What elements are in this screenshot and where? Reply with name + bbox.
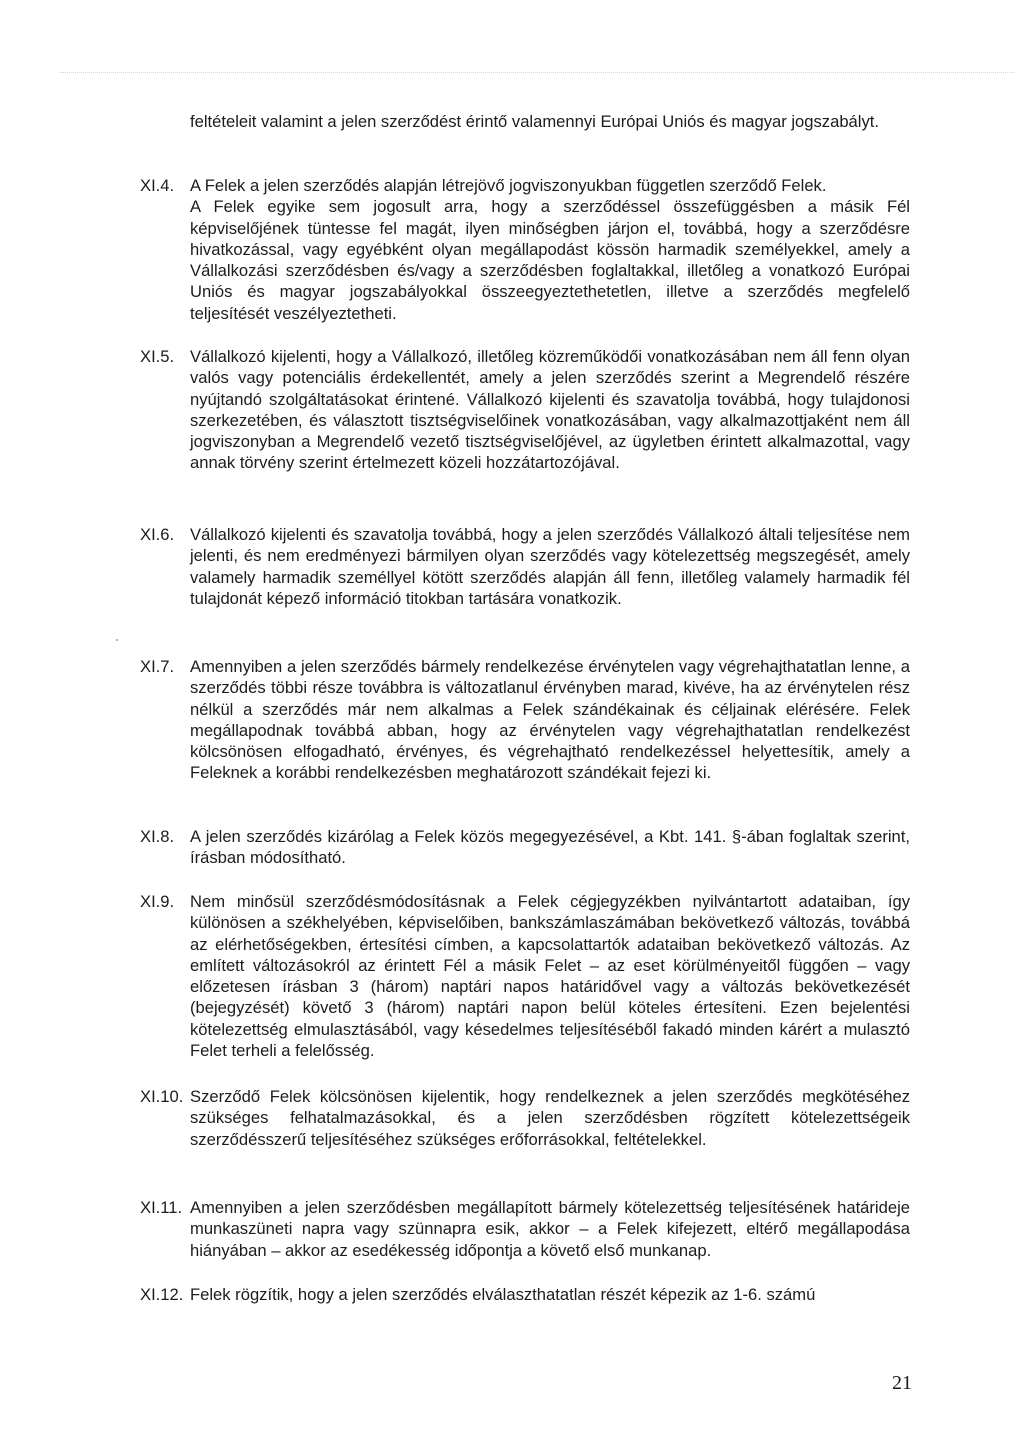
- clause-number: XI.6.: [140, 525, 175, 544]
- clause-body: [190, 346, 910, 474]
- clause-xi-8: [140, 826, 910, 869]
- clause-number: XI.9.: [140, 892, 175, 911]
- clause-body: [190, 891, 910, 1061]
- clause-paragraph: A jelen szerződés kizárólag a Felek közös megegyezésével, a Kbt. 141. §-ában foglaltak szerint, írásban módosítható.: [190, 827, 910, 868]
- clause-body: [190, 175, 910, 324]
- clause-number: XI.12.: [140, 1285, 184, 1304]
- clause-paragraph: Amennyiben a jelen szerződés bármely rendelkezése érvénytelen vagy végrehajthatatlan lenne, a szerződés többi része továbbra is változatlanul érvényben marad, kivéve, ha az érvénytelen rész nélkül a szerződés már nem alkalmas a Felek szándékainak és céljainak elérésére. Felek megállapodnak továbbá abban, hogy az érvénytelen vagy végrehajthatatlan rendelkezést kölcsönösen elfogadható, érvényes, és végrehajtható rendelkezéssel helyettesítik, amely a Feleknek a korábbi rendelkezésben meghatározott szándékait fejezi ki.: [190, 657, 910, 783]
- clause-paragraph: A Felek egyike sem jogosult arra, hogy a szerződéssel összefüggésben a másik Fél képviselőjének tüntesse fel magát, ilyen minőségben járjon el, továbbá, hogy a szerződésre hivatkozással, vagy egyébként olyan megállapodást kössön harmadik személyekkel, amely a Vállalkozási szerződésben és/vagy a szerződésben foglaltakkal, illetőleg a vonatkozó Európai Uniós és magyar jogszabályokkal összeegyeztethetetlen, illetve a szerződés megfelelő teljesítését veszélyeztetheti.: [190, 197, 910, 323]
- scan-artifact-dot: [116, 639, 118, 641]
- clause-xi-12: [140, 1284, 910, 1305]
- clause-paragraph: A Felek a jelen szerződés alapján létrejövő jogviszonyukban független szerződő Felek.: [190, 176, 827, 195]
- clause-number: XI.7.: [140, 657, 175, 676]
- clause-paragraph: Vállalkozó kijelenti, hogy a Vállalkozó, illetőleg közreműködői vonatkozásában nem áll fenn olyan valós vagy potenciális érdekellentét, amely a jelen szerződés szerint a Megrendelő részére nyújtandó szolgáltatásokat érintené. Vállalkozó kijelenti és szavatolja továbbá, hogy tulajdonosi szerkezetében, és választott tisztségviselőinek vonatkozásában, vagy alkalmazottjaként nem áll jogviszonyban a Megrendelő vezető tisztségviselőjével, az ügyletben érintett alkalmazottal, vagy annak törvény szerint értelmezett közeli hozzátartozójával.: [190, 347, 910, 473]
- clause-xi-6: [140, 524, 910, 609]
- clause-xi-5: [140, 346, 910, 474]
- clause-xi-7: [140, 656, 910, 784]
- scan-artifact-line: [60, 72, 1014, 73]
- clause-body: [190, 1086, 910, 1150]
- clause-xi-10: [140, 1086, 910, 1150]
- clause-body: [190, 1197, 910, 1261]
- clause-number: XI.8.: [140, 827, 175, 846]
- clause-paragraph: Amennyiben a jelen szerződésben megállapított bármely kötelezettség teljesítésének határideje munkaszüneti napra vagy szünnapra esik, akkor – a Felek kifejezett, eltérő megállapodása hiányában – akkor az esedékesség időpontja a követő első munkanap.: [190, 1198, 910, 1260]
- clause-xi-11: [140, 1197, 910, 1261]
- page-number: 21: [892, 1372, 912, 1394]
- clause-number: XI.11.: [140, 1198, 183, 1217]
- clause-body: [190, 524, 910, 609]
- clause-body: [190, 1284, 910, 1305]
- clause-paragraph: Vállalkozó kijelenti és szavatolja továbbá, hogy a jelen szerződés Vállalkozó általi teljesítése nem jelenti, és nem eredményezi bármilyen olyan szerződés vagy kötelezettség megszegését, amely valamely harmadik személlyel kötött szerződés alapján áll fenn, illetőleg valamely harmadik fél tulajdonát képező információ titokban tartására vonatkozik.: [190, 525, 910, 608]
- clause-paragraph: Nem minősül szerződésmódosításnak a Felek cégjegyzékben nyilvántartott adataiban, így különösen a székhelyében, képviselőiben, bankszámlaszámában bekövetkező változás, továbbá az elérhetőségekben, értesítési címben, a kapcsolattartók adataiban bekövetkező változás. Az említett változásokról az érintett Fél a másik Felet – az eset körülményeitől függően – vagy előzetesen írásban 3 (három) naptári napos határidővel vagy a változás bekövetkezését (bejegyzését) követő 3 (három) naptári napon belül köteles értesíteni. Ezen bejelentési kötelezettség elmulasztásából, vagy késedelmes teljesítéséből fakadó minden kárért a mulasztó Felet terheli a felelősség.: [190, 892, 910, 1061]
- clause-body: [190, 656, 910, 784]
- clause-paragraph: Felek rögzítik, hogy a jelen szerződés elválaszthatatlan részét képezik az 1-6. számú: [190, 1285, 816, 1304]
- clause-number: XI.5.: [140, 347, 175, 366]
- clause-xi-4: [140, 175, 910, 324]
- clause-body: [190, 826, 910, 869]
- clause-xi-9: [140, 891, 910, 1061]
- clause-number: XI.4.: [140, 176, 175, 195]
- intro-paragraph: feltételeit valamint a jelen szerződést érintő valamennyi Európai Uniós és magyar jogszabályt.: [190, 112, 879, 131]
- clause-number: XI.10.: [140, 1087, 184, 1106]
- clause-paragraph: Szerződő Felek kölcsönösen kijelentik, hogy rendelkeznek a jelen szerződés megkötéséhez szükséges felhatalmazásokkal, és a jelen szerződésben rögzített kötelezettségeik szerződésszerű teljesítéséhez szükséges erőforrásokkal, feltételekkel.: [190, 1087, 910, 1149]
